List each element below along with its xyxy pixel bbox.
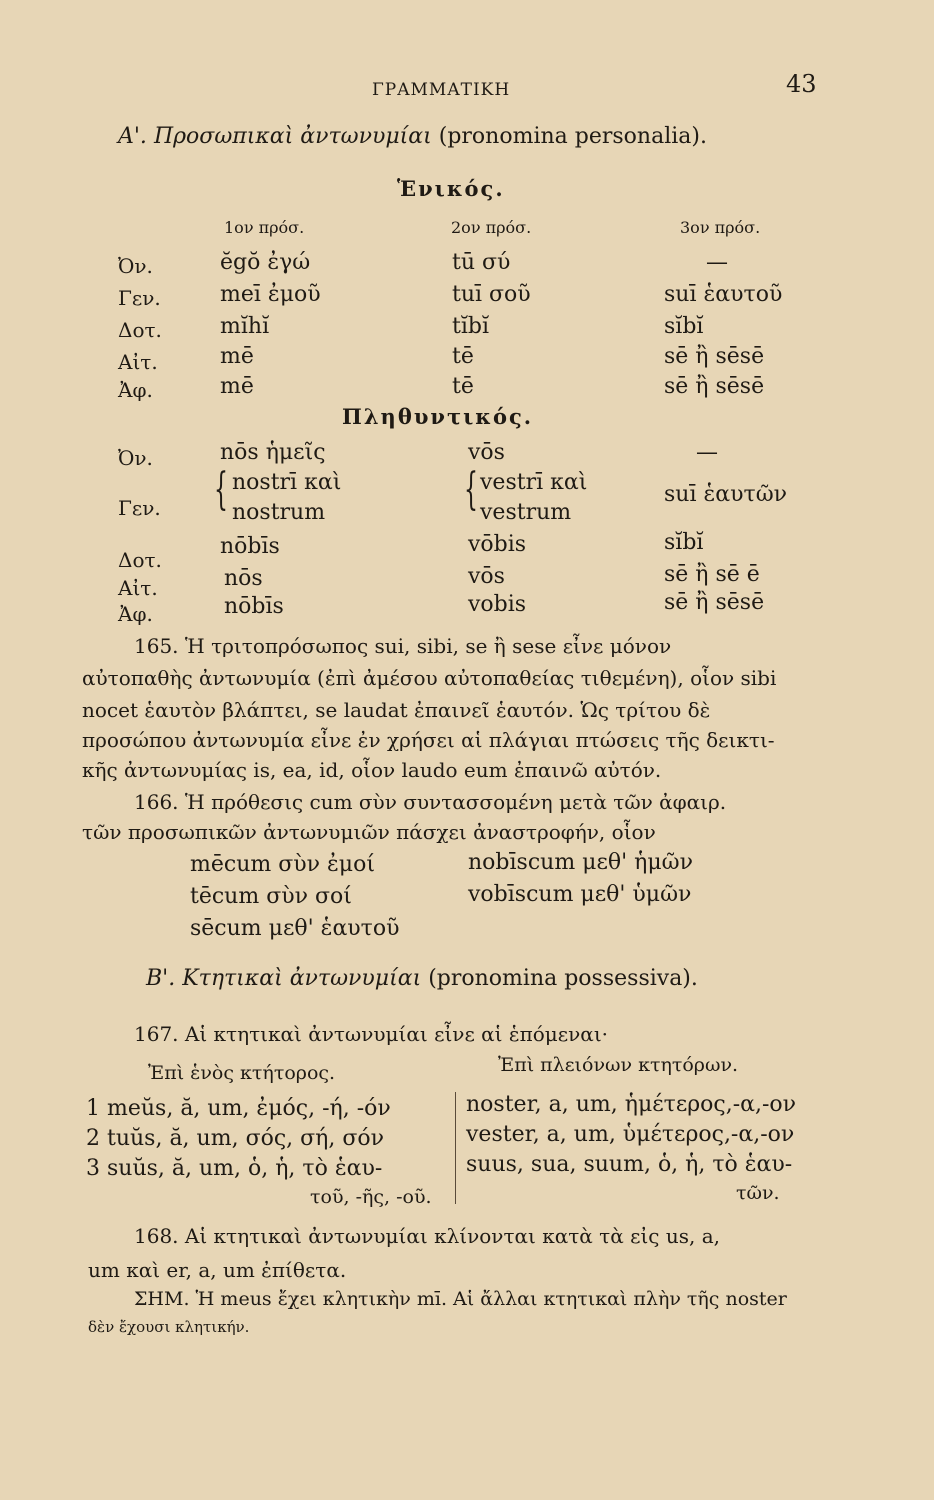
possessive-right-line: vester, a, um, ὑμέτερος,-α,-ον: [466, 1122, 795, 1147]
brace-second-genitive: {: [464, 464, 478, 515]
case-label: Ἀφ.: [118, 602, 153, 626]
para-166-line: τῶν προσωπικῶν ἀντωνυμιῶν πάσχει ἀναστροφήν, οἷον: [82, 820, 656, 844]
possessive-left-line: 1 meŭs, ă, um, ἐμός, -ή, -όν: [86, 1096, 391, 1121]
plural-first-dative: nōbīs: [220, 534, 280, 559]
possessive-right-line: noster, a, um, ἡμέτερος,-α,-ον: [466, 1092, 797, 1117]
plural-third-nominative: —: [696, 440, 718, 465]
possessive-right-line: τῶν.: [736, 1182, 780, 1204]
note-line: δὲν ἔχουσι κλητικήν.: [88, 1318, 250, 1336]
plural-third-ablative: sē ἢ sēsē: [664, 590, 765, 615]
singular-third-nominative: —: [706, 250, 728, 275]
para-165-line: 165. Ἡ τριτοπρόσωπος sui, sibi, se ἢ sese εἶνε μόνον: [134, 634, 672, 658]
cum-form: vobīscum μεθ' ὑμῶν: [468, 882, 692, 907]
plural-second-dative: vōbis: [468, 532, 527, 557]
col-header-second-person: 2ον πρόσ.: [451, 218, 532, 237]
possessive-left-line: τοῦ, -ῆς, -οῦ.: [310, 1186, 432, 1208]
singular-heading: Ἑνικός.: [397, 176, 505, 201]
section-b-letter: Β'.: [146, 966, 176, 991]
plural-second-genitive-b: vestrum: [480, 500, 572, 525]
case-label: Αἰτ.: [118, 576, 158, 600]
singular-third-accusative: sē ἢ sēsē: [664, 344, 765, 369]
case-label: Αἰτ.: [118, 350, 158, 374]
plural-first-genitive-b: nostrum: [232, 500, 326, 525]
case-label: Γεν.: [118, 286, 161, 310]
plural-first-ablative: nōbīs: [224, 594, 284, 619]
note-line: ΣΗΜ. Ἡ meus ἔχει κλητικὴν mī. Αἱ ἄλλαι κτητικαὶ πλὴν τῆς noster: [134, 1288, 787, 1310]
para-168-line: um καὶ er, a, um ἐπίθετα.: [88, 1258, 347, 1282]
plural-first-genitive-a: nostrī καὶ: [232, 470, 342, 495]
para-165-line: nocet ἑαυτὸν βλάπτει, se laudat ἐπαινεῖ ἑαυτόν. Ὡς τρίτου δὲ: [82, 698, 711, 722]
plural-third-accusative: sē ἢ sē ē: [664, 562, 760, 587]
possessive-left-line: 3 suŭs, ă, um, ὁ, ἡ, τὸ ἑαυ-: [86, 1156, 383, 1181]
plural-first-accusative: nōs: [224, 566, 263, 591]
singular-first-dative: mĭhĭ: [220, 314, 270, 339]
cum-form: nobīscum μεθ' ἡμῶν: [468, 850, 693, 875]
possessive-left-heading: Ἐπὶ ἑνὸς κτήτορος.: [148, 1062, 336, 1084]
plural-heading: Πληθυντικός.: [342, 404, 534, 429]
singular-second-nominative: tū σύ: [452, 250, 511, 275]
singular-first-ablative: mē: [220, 374, 254, 399]
page-number: 43: [786, 70, 817, 98]
plural-second-nominative: vōs: [468, 440, 505, 465]
case-label: Ἀφ.: [118, 378, 153, 402]
section-a-title-greek: Προσωπικαὶ ἀντωνυμίαι: [153, 124, 432, 149]
singular-third-ablative: sē ἢ sēsē: [664, 374, 765, 399]
cum-form: sēcum μεθ' ἑαυτοῦ: [190, 916, 400, 941]
case-label: Γεν.: [118, 496, 161, 520]
plural-second-accusative: vōs: [468, 564, 505, 589]
singular-first-accusative: mē: [220, 344, 254, 369]
para-166-line: 166. Ἡ πρόθεσις cum σὺν συντασσομένη μετὰ τῶν ἀφαιρ.: [134, 790, 727, 814]
singular-third-dative: sĭbĭ: [664, 314, 704, 339]
case-label: Ὀν.: [118, 446, 153, 470]
singular-second-accusative: tē: [452, 344, 474, 369]
running-title: ΓΡΑΜΜΑΤΙΚΗ: [372, 80, 511, 100]
cum-form: mēcum σὺν ἐμοί: [190, 852, 375, 877]
plural-third-dative: sĭbĭ: [664, 530, 704, 555]
possessive-right-line: suus, sua, suum, ὁ, ἡ, τὸ ἑαυ-: [466, 1152, 793, 1177]
section-a-letter: Α'.: [118, 124, 147, 149]
case-label: Ὀν.: [118, 254, 153, 278]
possessive-left-line: 2 tuŭs, ă, um, σός, σή, σόν: [86, 1126, 384, 1151]
case-label: Δοτ.: [118, 548, 162, 572]
singular-first-genitive: meī ἐμοῦ: [220, 282, 321, 307]
col-header-third-person: 3ον πρόσ.: [680, 218, 761, 237]
singular-second-dative: tĭbĭ: [452, 314, 489, 339]
case-label: Δοτ.: [118, 318, 162, 342]
section-a-title: [118, 124, 707, 149]
section-b-title-latin: (pronomina possessiva).: [428, 966, 698, 991]
para-168-line: 168. Αἱ κτητικαὶ ἀντωνυμίαι κλίνονται κατὰ τὰ εἰς us, a,: [134, 1224, 720, 1248]
section-a-title-latin: (pronomina personalia).: [438, 124, 707, 149]
cum-form: tēcum σὺν σοί: [190, 884, 352, 909]
column-divider: [455, 1092, 456, 1204]
para-165-line: προσώπου ἀντωνυμία εἶνε ἐν χρήσει αἱ πλάγιαι πτώσεις τῆς δεικτι-: [82, 728, 775, 752]
singular-first-nominative: ĕgŏ ἐγώ: [220, 250, 311, 275]
para-167: 167. Αἱ κτητικαὶ ἀντωνυμίαι εἶνε αἱ ἑπόμεναι·: [134, 1022, 609, 1046]
possessive-right-heading: Ἐπὶ πλειόνων κτητόρων.: [498, 1054, 739, 1076]
section-b-title: [146, 966, 698, 991]
plural-second-ablative: vobis: [468, 592, 527, 617]
singular-second-ablative: tē: [452, 374, 474, 399]
plural-second-genitive-a: vestrī καὶ: [480, 470, 588, 495]
singular-second-genitive: tuī σοῦ: [452, 282, 531, 307]
plural-third-genitive: suī ἑαυτῶν: [664, 482, 788, 507]
singular-third-genitive: suī ἑαυτοῦ: [664, 282, 783, 307]
brace-first-genitive: {: [214, 464, 228, 515]
col-header-first-person: 1ον πρόσ.: [224, 218, 305, 237]
para-165-line: κῆς ἀντωνυμίας is, ea, id, οἷον laudo eum ἐπαινῶ αὐτόν.: [82, 758, 662, 782]
plural-first-nominative: nōs ἡμεῖς: [220, 440, 326, 465]
para-165-line: αὐτοπαθὴς ἀντωνυμία (ἐπὶ ἀμέσου αὐτοπαθείας τιθεμένη), οἷον sibi: [82, 666, 777, 690]
section-b-title-greek: Κτητικαὶ ἀντωνυμίαι: [182, 966, 422, 991]
